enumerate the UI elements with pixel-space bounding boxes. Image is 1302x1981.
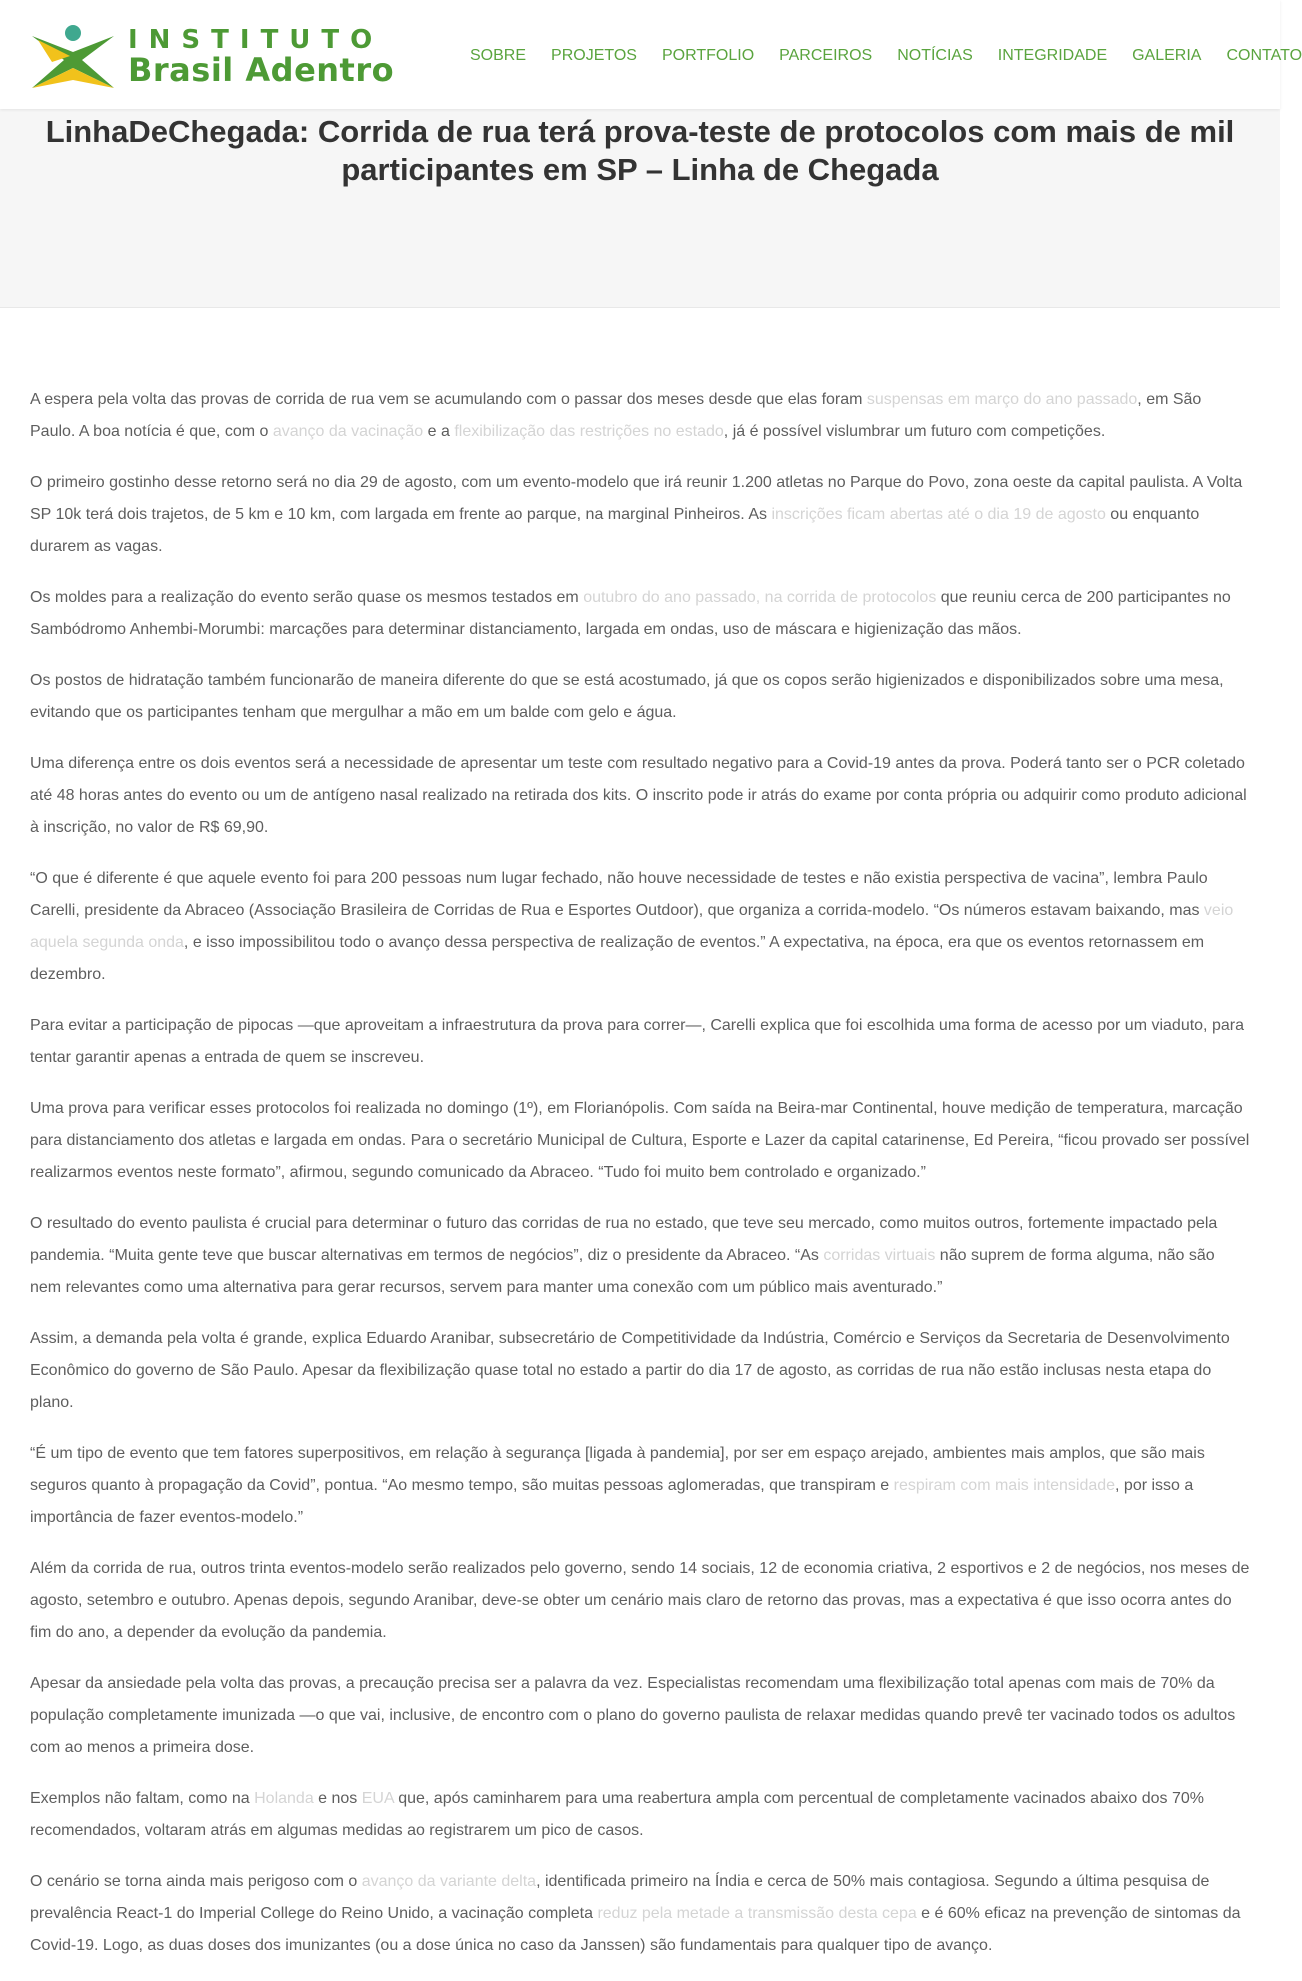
article-body bbox=[30, 384, 1250, 1981]
article-text: e nos bbox=[313, 1790, 362, 1807]
logo-text-instituto: INSTITUTO bbox=[128, 25, 384, 55]
article-text: Os moldes para a realização do evento serão quase os mesmos testados em bbox=[30, 589, 584, 606]
nav-item-portfolio[interactable]: PORTFOLIO bbox=[661, 47, 755, 64]
article-text: , já é possível vislumbrar um futuro com competições. bbox=[723, 423, 1106, 440]
nav-item-contato[interactable]: CONTATO bbox=[1226, 47, 1302, 64]
article-link[interactable]: suspensas em março do ano passado bbox=[866, 391, 1138, 408]
nav-item-sobre[interactable]: SOBRE bbox=[470, 47, 527, 64]
article-paragraph bbox=[30, 582, 1250, 646]
article-link[interactable]: reduz pela metade a transmissão desta cepa bbox=[597, 1905, 917, 1922]
article-link[interactable]: EUA bbox=[361, 1790, 394, 1807]
article-text: , identificada primeiro na Índia e cerca de 50% mais contagiosa. Segundo a última pesquisa de prevalência React-1 do Imperial College do Reino Unido, a vacinação completa bbox=[30, 1873, 1210, 1922]
article-paragraph bbox=[30, 1093, 1250, 1189]
article-text: O resultado do evento paulista é crucial para determinar o futuro das corridas de rua no estado, que teve seu mercado, como muitos outros, fortemente impactado pela pandemia. “Muita gente teve que buscar alternativas em termos de negócios”, diz o presidente da Abraceo. “As bbox=[30, 1215, 1218, 1264]
nav-item-projetos[interactable]: PROJETOS bbox=[551, 47, 637, 64]
article-text: Exemplos não faltam, como na bbox=[30, 1790, 255, 1807]
nav-item-integridade[interactable]: INTEGRIDADE bbox=[997, 47, 1108, 64]
article-text: Apesar da ansiedade pela volta das provas, a precaução precisa ser a palavra da vez. Especialistas recomendam uma flexibilização total apenas com mais de 70% da população completamente imunizada —o que vai, inclusive, de encontro com o plano do governo paulista de relaxar medidas quando prevê ter vacinado todos os adultos com ao menos a primeira dose. bbox=[30, 1675, 1236, 1756]
article-text: ou enquanto durarem as vagas. bbox=[30, 506, 1200, 555]
article-text: , por isso a importância de fazer eventos-modelo.” bbox=[30, 1477, 1194, 1526]
article-text: Uma prova para verificar esses protocolos foi realizada no domingo (1º), em Florianópolis. Com saída na Beira-mar Continental, houve medição de temperatura, marcação para distanciamento dos atletas e largada em ondas. Para o secretário Municipal de Cultura, Esporte e Lazer da capital catarinense, Ed Pereira, “ficou provado ser possível realizarmos eventos neste formato”, afirmou, segundo comunicado da Abraceo. “Tudo foi muito bem controlado e organizado.” bbox=[30, 1100, 1250, 1181]
article-text: e é 60% eficaz na prevenção de sintomas da Covid-19. Logo, as duas doses dos imunizantes (ou a dose única no caso da Janssen) são fundamentais para qualquer tipo de avanço. bbox=[30, 1905, 1241, 1954]
article-text: A espera pela volta das provas de corrida de rua vem se acumulando com o passar dos meses desde que elas foram bbox=[30, 391, 867, 408]
article-paragraph bbox=[30, 1010, 1250, 1074]
article-text: que, após caminharem para uma reabertura ampla com percentual de completamente vacinados abaixo dos 70% recomendados, voltaram atrás em algumas medidas ao registrarem um pico de casos. bbox=[30, 1790, 1205, 1839]
article-paragraph bbox=[30, 1553, 1250, 1649]
article-paragraph bbox=[30, 1668, 1250, 1764]
article-paragraph bbox=[30, 1208, 1250, 1304]
article-link[interactable]: corridas virtuais bbox=[823, 1247, 936, 1264]
article-text: “É um tipo de evento que tem fatores superpositivos, em relação à segurança [ligada à pandemia], por ser em espaço arejado, ambientes mais amplos, que são mais seguros quanto à propagação da Covid”, pontua. “Ao mesmo tempo, são muitas pessoas aglomeradas, que transpiram e bbox=[30, 1445, 1205, 1494]
article-paragraph bbox=[30, 665, 1250, 729]
page-title-bar bbox=[0, 109, 1280, 308]
logo-text-brasil-adentro: Brasil Adentro bbox=[128, 51, 395, 89]
main-nav bbox=[470, 44, 1302, 68]
article-text: “O que é diferente é que aquele evento foi para 200 pessoas num lugar fechado, não houve necessidade de testes e não existia perspectiva de vacina”, lembra Paulo Carelli, presidente da Abraceo (Associação Brasileira de Corridas de Rua e Esportes Outdoor), que organiza a corrida-modelo. “Os números estavam baixando, mas bbox=[30, 870, 1208, 919]
article-paragraph bbox=[30, 1783, 1250, 1847]
page-title: LinhaDeChegada: Corrida de rua terá prova-teste de protocolos com mais de mil participantes em SP – Linha de Chegada bbox=[45, 114, 1235, 187]
article-paragraph bbox=[30, 1323, 1250, 1419]
site-logo[interactable] bbox=[30, 22, 395, 90]
article-text: , em São Paulo. A boa notícia é que, com o bbox=[30, 391, 1202, 440]
article-paragraph bbox=[30, 748, 1250, 844]
nav-item-galeria[interactable]: GALERIA bbox=[1132, 47, 1202, 64]
article-paragraph bbox=[30, 1866, 1250, 1962]
logo-figure-icon bbox=[30, 22, 116, 90]
nav-item-parceiros[interactable]: PARCEIROS bbox=[779, 47, 873, 64]
article-text: Além da corrida de rua, outros trinta eventos-modelo serão realizados pelo governo, sendo 14 sociais, 12 de economia criativa, 2 esportivos e 2 de negócios, nos meses de agosto, setembro e outubro. Apenas depois, segundo Aranibar, deve-se obter um cenário mais claro de retorno das provas, mas a expectativa é que isso ocorra antes do fim do ano, a depender da evolução da pandemia. bbox=[30, 1560, 1250, 1641]
article-text: e a bbox=[423, 423, 455, 440]
article-link[interactable]: avanço da variante delta bbox=[361, 1873, 537, 1890]
nav-item-noticias[interactable]: NOTÍCIAS bbox=[897, 47, 973, 64]
article-text: O cenário se torna ainda mais perigoso com o bbox=[30, 1873, 362, 1890]
article-text: O primeiro gostinho desse retorno será no dia 29 de agosto, com um evento-modelo que irá reunir 1.200 atletas no Parque do Povo, zona oeste da capital paulista. A Volta SP 10k terá dois trajetos, de 5 km e 10 km, com largada em frente ao parque, na marginal Pinheiros. As bbox=[30, 474, 1243, 523]
article-text: Os postos de hidratação também funcionarão de maneira diferente do que se está acostumado, já que os copos serão higienizados e disponibilizados sobre uma mesa, evitando que os participantes tenham que mergulhar a mão em um balde com gelo e água. bbox=[30, 672, 1224, 721]
article-link[interactable]: Holanda bbox=[254, 1790, 314, 1807]
article-link[interactable]: avanço da vacinação bbox=[272, 423, 424, 440]
article-text: não suprem de forma alguma, não são nem relevantes como uma alternativa para gerar recursos, servem para manter uma conexão com um público mais aventurado.” bbox=[30, 1247, 1215, 1296]
article-paragraph bbox=[30, 467, 1250, 563]
article-paragraph bbox=[30, 384, 1250, 448]
site-header bbox=[0, 0, 1302, 109]
article-link[interactable]: veio aquela segunda onda bbox=[30, 902, 1234, 951]
article-paragraph bbox=[30, 1438, 1250, 1534]
article-text: Uma diferença entre os dois eventos será a necessidade de apresentar um teste com resultado negativo para a Covid-19 antes da prova. Poderá tanto ser o PCR coletado até 48 horas antes do evento ou um de antígeno nasal realizado na retirada dos kits. O inscrito pode ir atrás do exame por conta própria ou adquirir como produto adicional à inscrição, no valor de R$ 69,90. bbox=[30, 755, 1247, 836]
article-link[interactable]: inscrições ficam abertas até o dia 19 de agosto bbox=[771, 506, 1106, 523]
article-paragraph bbox=[30, 863, 1250, 991]
article-text: Assim, a demanda pela volta é grande, explica Eduardo Aranibar, subsecretário de Competitividade da Indústria, Comércio e Serviços da Secretaria de Desenvolvimento Econômico do governo de São Paulo. Apesar da flexibilização quase total no estado a partir do dia 17 de agosto, as corridas de rua não estão inclusas nesta etapa do plano. bbox=[30, 1330, 1230, 1411]
article-link[interactable]: flexibilização das restrições no estado bbox=[454, 423, 724, 440]
article-text: , e isso impossibilitou todo o avanço dessa perspectiva de realização de eventos.” A expectativa, na época, era que os eventos retornassem em dezembro. bbox=[30, 934, 1205, 983]
article-text: que reuniu cerca de 200 participantes no Sambódromo Anhembi-Morumbi: marcações para determinar distanciamento, largada em ondas, uso de máscara e higienização das mãos. bbox=[30, 589, 1231, 638]
article-link[interactable]: outubro do ano passado, na corrida de protocolos bbox=[583, 589, 937, 606]
article-text: Para evitar a participação de pipocas —que aproveitam a infraestrutura da prova para correr—, Carelli explica que foi escolhida uma forma de acesso por um viaduto, para tentar garantir apenas a entrada de quem se inscreveu. bbox=[30, 1017, 1244, 1066]
article-link[interactable]: respiram com mais intensidade bbox=[893, 1477, 1116, 1494]
